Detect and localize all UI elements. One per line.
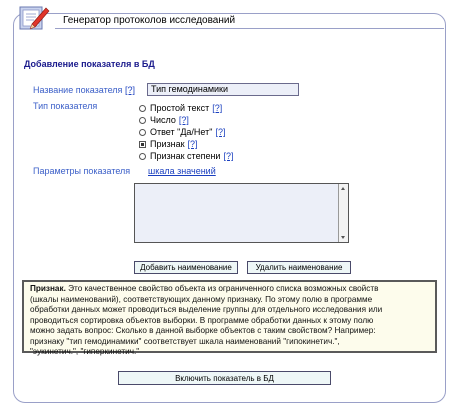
info-panel (22, 280, 437, 356)
indicator-name-help-link[interactable]: [?] (124, 85, 135, 95)
indicator-name-label-text: Название показателя (33, 85, 123, 95)
info-line-7: "эукинетич.", "гиперкинетич." (30, 347, 140, 356)
info-line-4: проводиться сортировка объектов выборки. В программе обработки данных к этому полю (30, 315, 374, 325)
scroll-down-arrow-icon[interactable] (341, 236, 345, 239)
type-option-yes-no[interactable] (139, 127, 225, 137)
type-option-degree-attribute-label: Признак степени (150, 151, 221, 161)
remove-name-button[interactable]: Удалить наименование (247, 261, 351, 274)
radio-plain-text[interactable] (139, 105, 146, 112)
value-scale-link[interactable]: шкала значений (148, 166, 216, 176)
info-term: Признак. (30, 284, 66, 293)
radio-degree-attribute[interactable] (139, 153, 146, 160)
type-option-number-help-link[interactable]: [?] (178, 115, 189, 125)
radio-yes-no[interactable] (139, 129, 146, 136)
add-name-button[interactable]: Добавить наименование (134, 261, 238, 274)
type-option-degree-attribute-help-link[interactable]: [?] (223, 151, 234, 161)
info-line-2: (шкалы наименований), соответствующих данному признаку. По этому полю в программе (30, 294, 373, 304)
indicator-type-label: Тип показателя (33, 101, 98, 111)
app-title: Генератор протоколов исследований (63, 15, 236, 26)
type-option-attribute-label: Признак (150, 139, 185, 149)
info-line-6: признаку "тип гемодинамики" соответствует шкала наименований "гипокинетич.", (30, 336, 340, 346)
textarea-scrollbar[interactable] (338, 184, 348, 242)
indicator-name-label (33, 85, 135, 95)
checkbox-attribute[interactable] (139, 141, 146, 148)
type-option-degree-attribute[interactable] (139, 151, 233, 161)
include-indicator-button[interactable]: Включить показатель в БД (118, 371, 331, 385)
scroll-up-arrow-icon[interactable] (341, 187, 345, 190)
type-option-plain-text-help-link[interactable]: [?] (212, 103, 223, 113)
type-option-plain-text-label: Простой текст (150, 103, 210, 113)
section-title: Добавление показателя в БД (24, 59, 155, 69)
type-option-number-label: Число (150, 115, 176, 125)
type-option-attribute[interactable] (139, 139, 198, 149)
app-logo-icon (18, 4, 52, 32)
type-option-yes-no-help-link[interactable]: [?] (215, 127, 226, 137)
info-line-1: Это качественное свойство объекта из ограниченного списка возможных свойств (65, 284, 379, 293)
title-divider (55, 28, 444, 29)
info-line-5: можно задать вопрос: Сколько в данной выборке объектов с таким свойством? Например: (30, 326, 376, 335)
value-scale-textarea[interactable] (134, 183, 349, 243)
type-option-attribute-help-link[interactable]: [?] (187, 139, 198, 149)
info-line-3: обработки данных может проводиться выделение группы для отдельного исследования или (30, 305, 383, 314)
type-option-plain-text[interactable] (139, 103, 222, 113)
indicator-name-input[interactable]: Тип гемодинамики (147, 83, 299, 96)
radio-number[interactable] (139, 117, 146, 124)
type-option-yes-no-label: Ответ "Да/Нет" (150, 127, 213, 137)
type-option-number[interactable] (139, 115, 189, 125)
indicator-params-label: Параметры показателя (33, 166, 131, 176)
